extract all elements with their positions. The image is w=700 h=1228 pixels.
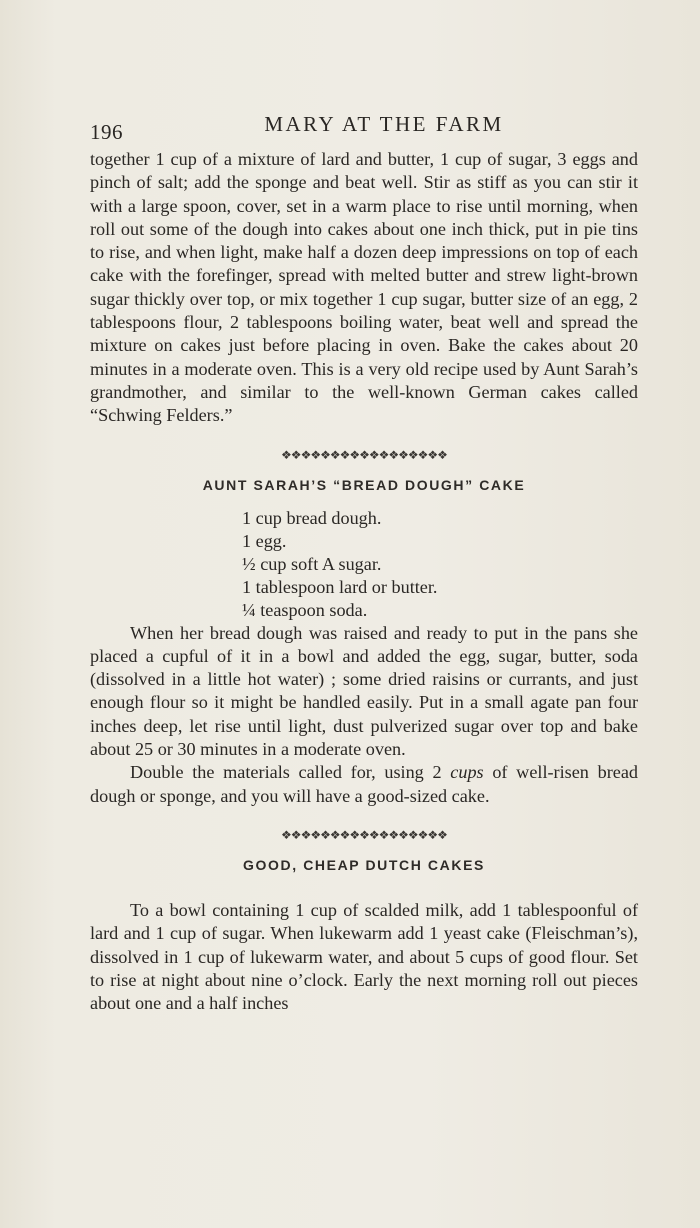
- ingredient-item: ½ cup soft A sugar.: [242, 553, 382, 574]
- book-title: MARY AT THE FARM: [264, 112, 504, 136]
- recipe1-paragraph-note: Double the materials called for, using 2 cups of well-risen bread dough or sponge, and you will have a good-sized cake.: [90, 762, 638, 806]
- intro-paragraph: together 1 cup of a mixture of lard and butter, 1 cup of sugar, 3 eggs and pinch of salt; add the sponge and beat well. Stir as stiff as you can stir it with a large spoon, cover, set in a warm place to rise until morning, when roll out some of the dough into cakes about one inch thick, put in pie tins to rise, and when light, make half a dozen deep impressions on top of each cake with the forefinger, spread with melted butter and strew light-brown sugar thickly over top, or mix together 1 cup sugar, butter size of an egg, 2 tablespoons flour, 2 tablespoons boiling water, beat well and spread the mixture on cakes just before placing in oven. Bake the cakes about 20 minutes in a moderate oven. This is a very old recipe used by Aunt Sarah’s grandmother, and similar to the well-known German cakes called “Schwing Felders.”: [90, 149, 638, 426]
- recipe-heading-bread-dough-cake: AUNT SARAH’S “BREAD DOUGH” CAKE: [202, 476, 526, 493]
- ingredient-item: 1 tablespoon lard or butter.: [242, 576, 438, 597]
- recipe2-paragraph: To a bowl containing 1 cup of scalded milk, add 1 tablespoonful of lard and 1 cup of sugar. When lukewarm add 1 yeast cake (Fleischman’s), dissolved in 1 cup of lukewarm water, and about 5 cups of good flour. Set to rise at night about nine o’clock. Early the next morning roll out pieces about one and a half inches: [90, 899, 638, 1014]
- ornament-divider: ❖❖❖❖❖❖❖❖❖❖❖❖❖❖❖❖❖: [281, 447, 447, 462]
- page-content: [90, 108, 638, 1015]
- ingredient-item: ¼ teaspoon soda.: [242, 599, 368, 620]
- page-number: 196: [90, 120, 123, 144]
- ingredient-item: 1 egg.: [242, 530, 287, 551]
- running-head: [90, 108, 638, 148]
- ornament-divider: ❖❖❖❖❖❖❖❖❖❖❖❖❖❖❖❖❖: [281, 827, 447, 842]
- recipe1-paragraph-method: When her bread dough was raised and ready to put in the pans she placed a cupful of it in a bowl and added the egg, sugar, butter, soda (dissolved in a little hot water) ; some dried raisins or currants, and just enough flour so it might be handled easily. Put in a small agate pan four inches deep, let rise until light, dust pulverized sugar over top and bake about 25 or 30 minutes in a moderate oven.: [90, 622, 638, 760]
- ingredient-list: [90, 507, 638, 622]
- ingredient-item: 1 cup bread dough.: [242, 507, 382, 528]
- recipe-heading-dutch-cakes: GOOD, CHEAP DUTCH CAKES: [243, 856, 485, 873]
